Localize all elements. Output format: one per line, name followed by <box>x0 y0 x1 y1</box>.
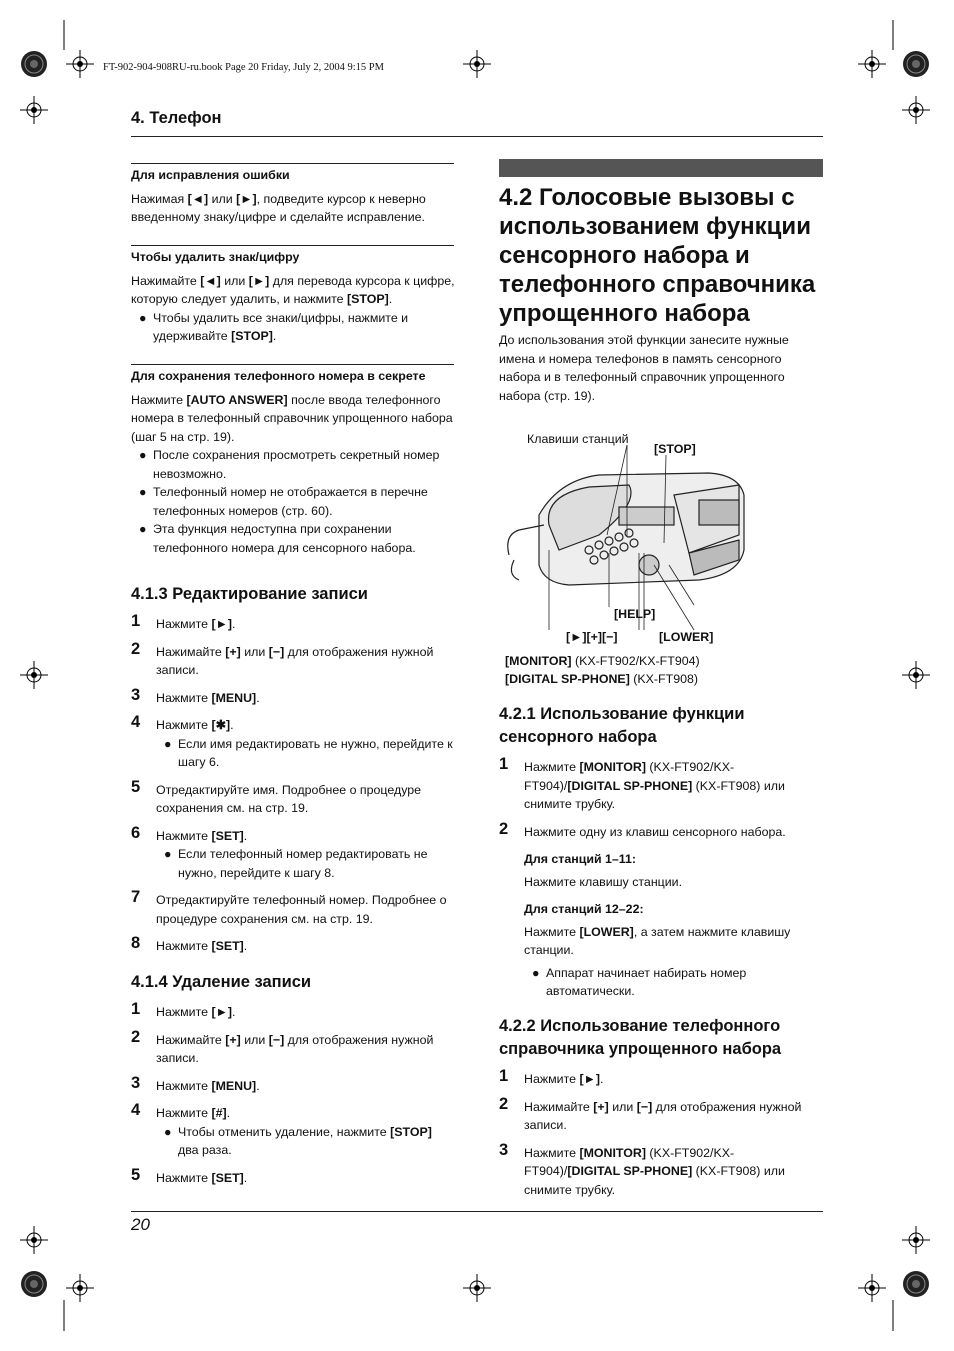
sub-heading: Для станций 12–22: <box>524 902 644 916</box>
paragraph: Нажмите клавишу станции. <box>524 874 683 889</box>
bullet-item: ● Если имя редактировать не нужно, перейдите к шагу 6. <box>164 736 453 769</box>
bullet-item: ● Чтобы удалить все знаки/цифры, нажмите и удерживайте [STOP]. <box>139 310 409 343</box>
step: 2 Нажимайте [+] или [−] для отображения нужной записи. <box>499 1094 802 1132</box>
step: 5 Отредактируйте имя. Подробнее о процедуре сохранения см. на стр. 19. <box>131 777 422 815</box>
subsection-title: 4.2.1 Использование функции сенсорного набора <box>499 705 745 746</box>
print-info: FT-902-904-908RU-ru.book Page 20 Friday, July 2, 2004 9:15 PM <box>103 62 384 73</box>
section-rule <box>131 245 454 246</box>
left-section-delete-char <box>131 248 455 346</box>
section-rule <box>131 364 454 365</box>
bullet-item: ● Эта функция недоступна при сохранении телефонного номера для сенсорного набора. <box>139 522 416 555</box>
label-lower: [LOWER] <box>659 630 714 644</box>
step: 4 Нажмите [✱]. ● Если имя редактировать не нужно, перейдите к шагу 6. <box>131 716 455 772</box>
footer-rule <box>131 1211 823 1212</box>
right-section-2 <box>499 1015 823 1199</box>
page-number: 20 <box>131 1215 150 1234</box>
section-title: Чтобы удалить знак/цифру <box>131 250 300 264</box>
step: 2 Нажимайте [+] или [−] для отображения нужной записи. <box>131 1027 434 1065</box>
step: 3 Нажмите [MENU]. <box>131 685 260 705</box>
step: 2 Нажимайте [+] или [−] для отображения нужной записи. <box>131 639 434 677</box>
bullet-item: ● Чтобы отменить удаление, нажмите [STOP] два раза. <box>164 1124 432 1157</box>
bullet-item: ● Если телефонный номер редактировать не нужно, перейдите к шагу 8. <box>164 847 428 880</box>
left-section-edit <box>131 583 455 956</box>
paragraph: До использования этой функции занесите нужные имена и номера телефонов в память сенсорного набора и в телефонный справочник упрощенного набора (стр. 19). <box>499 333 789 403</box>
section-title: Для исправления ошибки <box>131 168 290 182</box>
step: 4 Нажмите [#]. ● Чтобы отменить удаление, нажмите [STOP] два раза. <box>131 1104 455 1160</box>
label-digital: [DIGITAL SP-PHONE] (KX-FT908) <box>505 672 698 686</box>
label-nav-keys: [►][+][−] <box>566 630 618 644</box>
subsection-title: 4.1.3 Редактирование записи <box>131 585 368 603</box>
step: 1 Нажмите [►]. <box>499 1067 604 1086</box>
paragraph: Нажимайте [◄] или [►] для перевода курсора к цифре, которую следует удалить, и нажмите [STOP]. <box>131 273 455 306</box>
paragraph: Нажмите [LOWER], а затем нажмите клавишу станции. <box>524 924 791 957</box>
subsection-title: 4.2.2 Использование телефонного справочника упрощенного набора <box>499 1017 782 1058</box>
right-title-block <box>499 183 823 405</box>
step: 8 Нажмите [SET]. <box>131 934 248 953</box>
subsection-title: 4.1.4 Удаление записи <box>131 973 312 991</box>
section-bar <box>499 159 823 177</box>
label-station-keys: Клавиши станций <box>527 432 629 446</box>
paragraph: Нажимая [◄] или [►], подведите курсор к неверно введенному знаку/цифре и сделайте исправление. <box>131 191 426 224</box>
section-rule <box>131 163 454 164</box>
left-section-fix-error <box>131 166 455 227</box>
bullet-item: ● Аппарат начинает набирать номер автоматически. <box>532 965 747 998</box>
label-help: [HELP] <box>614 607 656 621</box>
bullet-item: ● Телефонный номер не отображается в перечне телефонных номеров (стр. 60). <box>139 485 428 518</box>
label-stop: [STOP] <box>654 442 696 456</box>
step: 7 Отредактируйте телефонный номер. Подробнее о процедуре сохранения см. на стр. 19. <box>131 888 447 926</box>
step: 5 Нажмите [SET]. <box>131 1165 248 1185</box>
section-title: 4.2 Голосовые вызовы с использованием функции сенсорного набора и телефонного справочника упрощенного набора <box>499 184 816 327</box>
right-section-1 <box>499 703 823 1001</box>
label-monitor: [MONITOR] (KX-FT902/KX-FT904) <box>505 654 700 668</box>
left-section-delete <box>131 971 455 1187</box>
step: 3 Нажмите [MONITOR] (KX-FT902/KX-FT904)/[DIGITAL SP-PHONE] (KX-FT908) или снимите трубку. <box>499 1140 785 1197</box>
step: 1 Нажмите [►]. <box>131 1000 236 1019</box>
step: 1 Нажмите [MONITOR] (KX-FT902/KX-FT904)/[DIGITAL SP-PHONE] (KX-FT908) или снимите трубку. <box>499 755 785 811</box>
step: 3 Нажмите [MENU]. <box>131 1073 260 1093</box>
section-title: Для сохранения телефонного номера в секрете <box>131 369 426 383</box>
paragraph: Нажмите [AUTO ANSWER] после ввода телефонного номера в телефонный справочник упрощенного набора (шаг 5 на стр. 19). <box>131 392 453 444</box>
bullet-item: ● После сохранения просмотреть секретный номер невозможно. <box>139 448 440 481</box>
sub-heading: Для станций 1–11: <box>524 852 637 866</box>
header-rule <box>131 136 823 137</box>
step: 2 Нажмите одну из клавиш сенсорного набора. Для станций 1–11: Нажмите клавишу станции. Для станций 12–22: Нажмите [LOWER], а затем нажмите клавишу станции. ● Аппарат начинает набирать номер автоматически. <box>499 823 823 1001</box>
fax-figure <box>499 425 823 695</box>
step: 1 Нажмите [►]. <box>131 612 236 631</box>
left-section-secret <box>131 367 455 557</box>
page-header: 4. Телефон <box>131 109 222 127</box>
step: 6 Нажмите [SET]. ● Если телефонный номер редактировать не нужно, перейдите к шагу 8. <box>131 827 455 883</box>
